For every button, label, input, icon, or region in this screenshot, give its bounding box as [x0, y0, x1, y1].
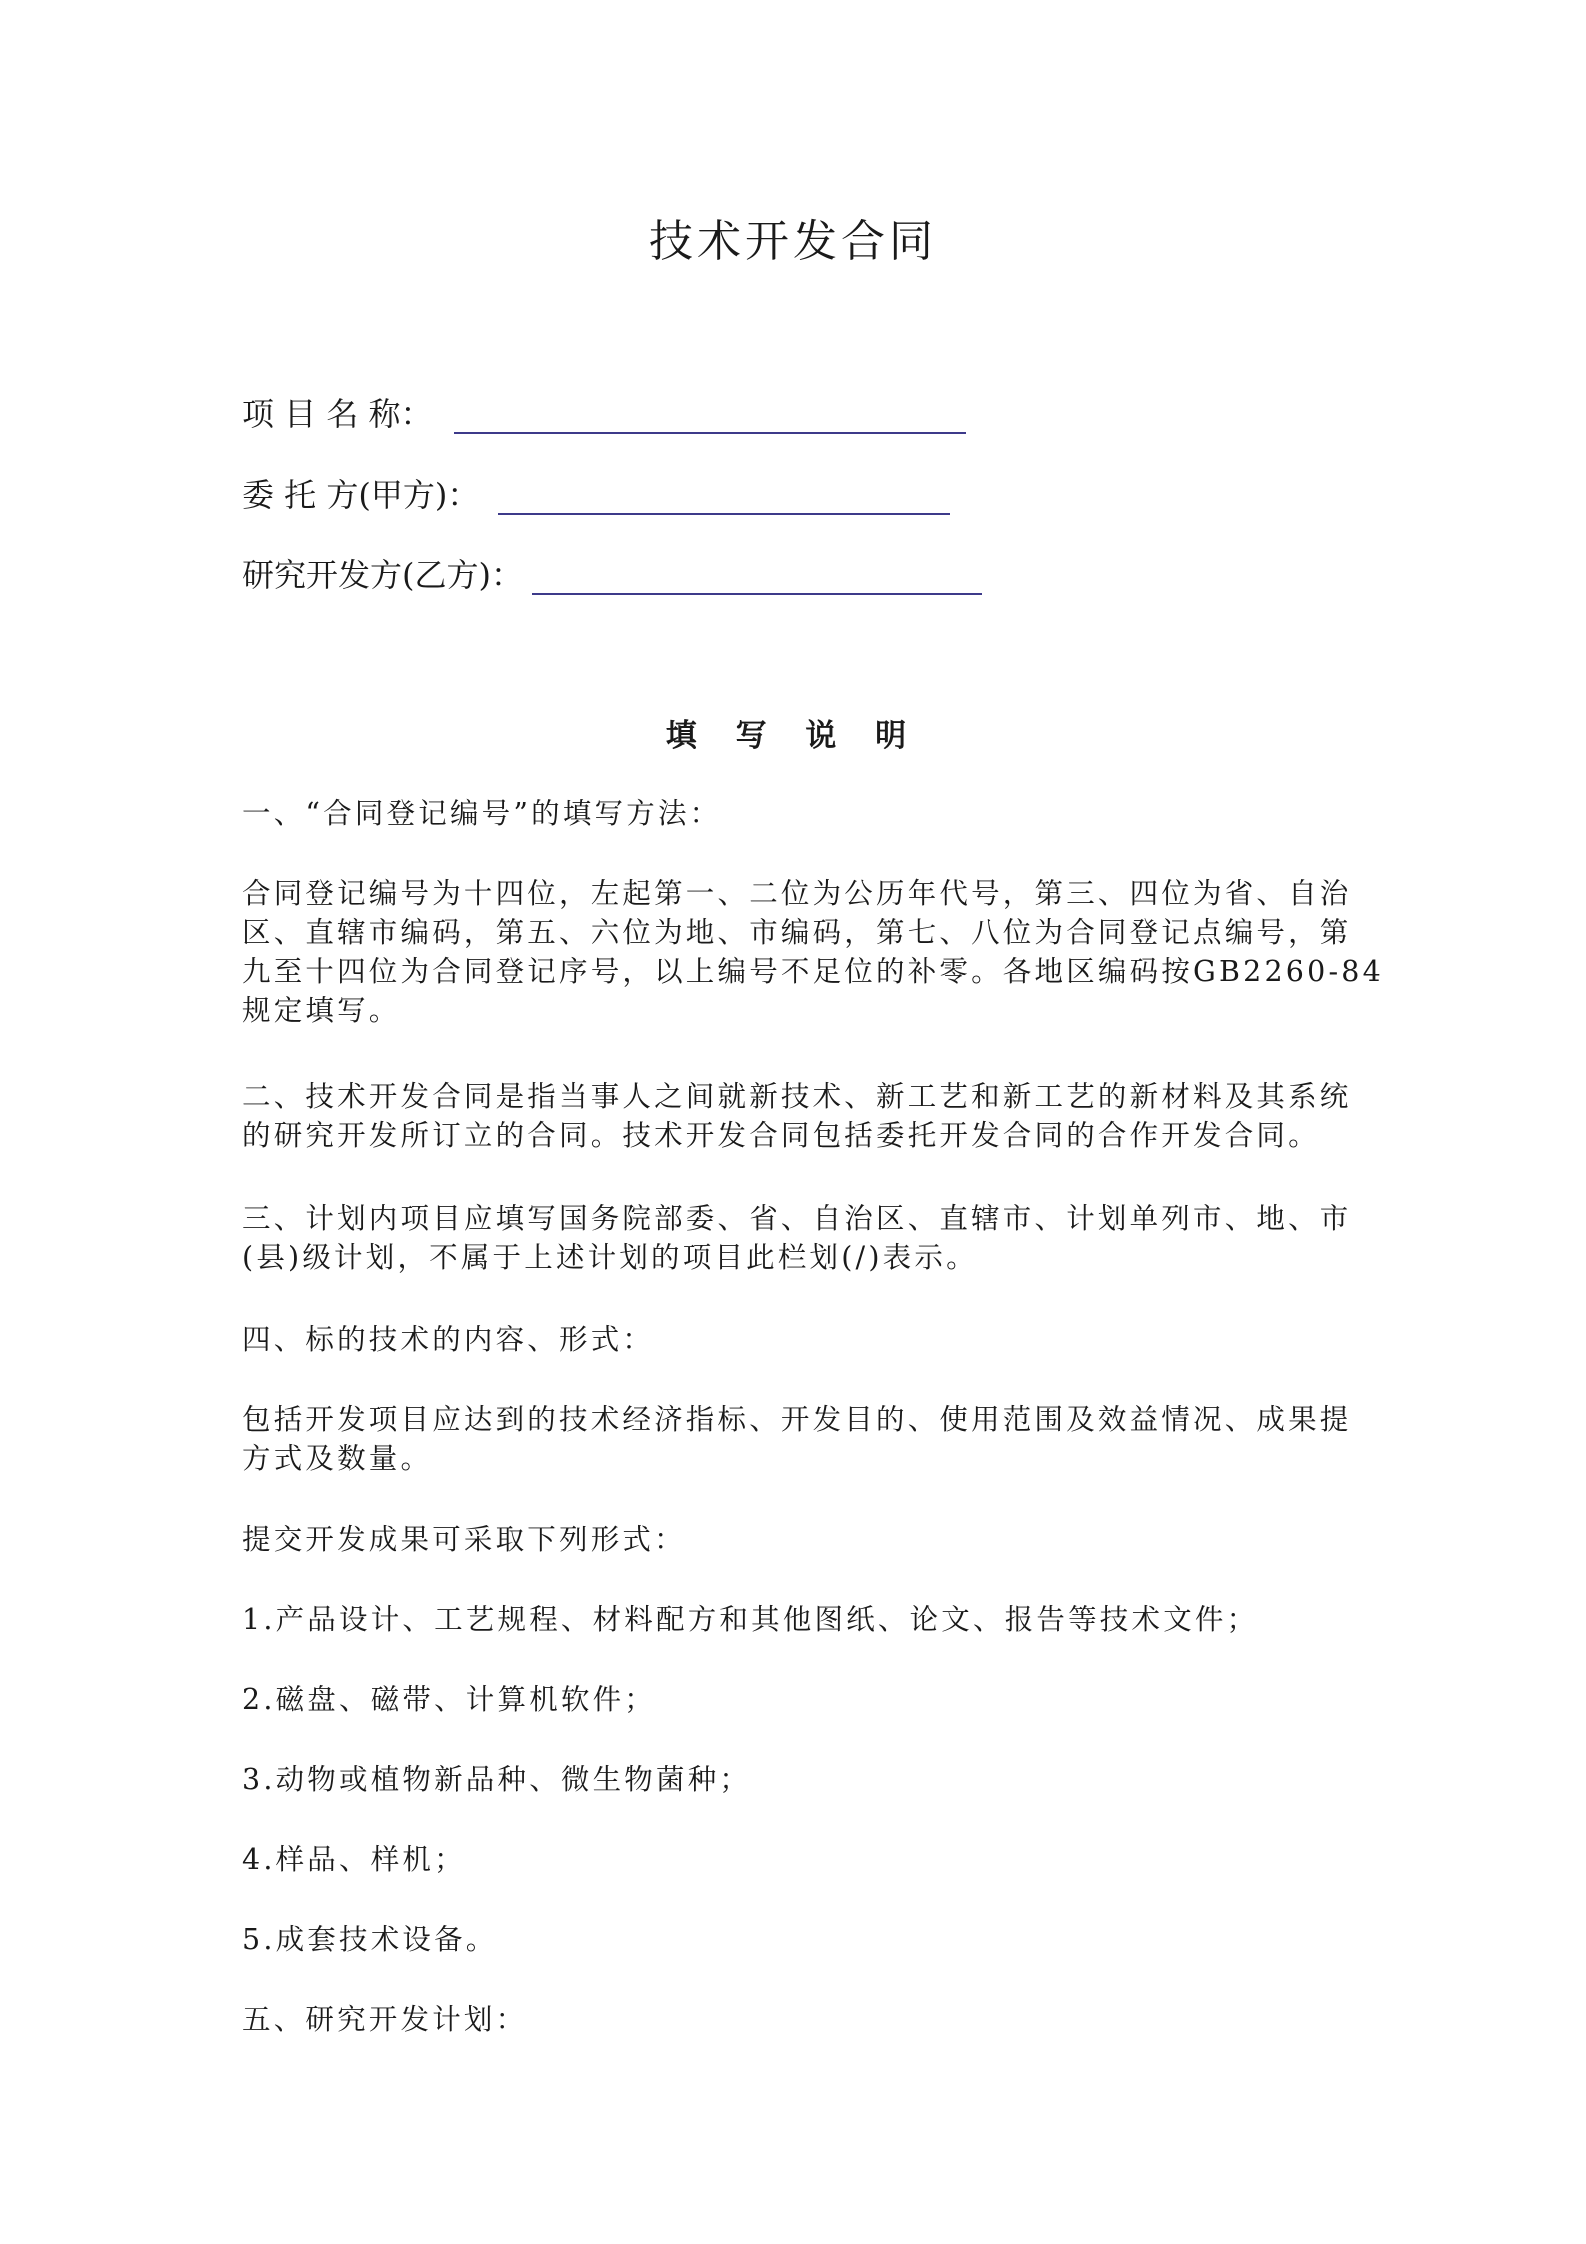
paragraph-line: 四、标的技术的内容、形式： — [242, 1323, 655, 1356]
developer-party-blank-line[interactable] — [532, 593, 982, 595]
paragraph-line: 的研究开发所订立的合同。技术开发合同包括委托开发合同的合作开发合同。 — [242, 1119, 1320, 1152]
paragraph-5 — [242, 1320, 1354, 1359]
paragraph-3 — [242, 1077, 1354, 1155]
paragraph-12 — [242, 1920, 1354, 1959]
paragraph-line: 4.样品、样机； — [242, 1843, 466, 1876]
developer-party-field — [242, 555, 523, 595]
paragraph-13 — [242, 2000, 1354, 2039]
project-name-label: 项 目 名 称： — [242, 395, 433, 433]
paragraph-line: 1.产品设计、工艺规程、材料配方和其他图纸、论文、报告等技术文件； — [242, 1603, 1259, 1636]
client-party-field — [242, 475, 479, 515]
paragraph-line: 包括开发项目应达到的技术经济指标、开发目的、使用范围及效益情况、成果提 — [242, 1403, 1352, 1436]
paragraph-line: 一、“合同登记编号”的填写方法： — [242, 797, 722, 830]
paragraph-line: 二、技术开发合同是指当事人之间就新技术、新工艺和新工艺的新材料及其系统 — [242, 1080, 1352, 1113]
instructions-heading: 填 写 说 明 — [665, 718, 921, 754]
paragraph-line: 2.磁盘、磁带、计算机软件； — [242, 1683, 656, 1716]
paragraph-11 — [242, 1840, 1354, 1879]
paragraph-line: 方式及数量。 — [242, 1442, 433, 1475]
paragraph-line: (县)级计划，不属于上述计划的项目此栏划(/)表示。 — [242, 1241, 978, 1274]
paragraph-line: 区、直辖市编码，第五、六位为地、市编码，第七、八位为合同登记点编号，第 — [242, 916, 1352, 949]
paragraph-line: 提交开发成果可采取下列形式： — [242, 1523, 686, 1556]
paragraph-line: 规定填写。 — [242, 994, 401, 1027]
paragraph-9 — [242, 1680, 1354, 1719]
paragraph-line: 五、研究开发计划： — [242, 2003, 528, 2036]
project-name-field — [242, 394, 433, 434]
paragraph-line: 九至十四位为合同登记序号，以上编号不足位的补零。各地区编码按GB2260-84 — [242, 955, 1384, 988]
client-party-label: 委 托 方(甲方)： — [242, 476, 480, 514]
paragraph-1 — [242, 794, 1354, 833]
client-party-blank-line[interactable] — [498, 513, 950, 515]
developer-party-label: 研究开发方(乙方)： — [242, 556, 523, 594]
paragraph-10 — [242, 1760, 1354, 1799]
paragraph-8 — [242, 1600, 1354, 1639]
paragraph-7 — [242, 1520, 1354, 1559]
paragraph-line: 5.成套技术设备。 — [242, 1923, 498, 1956]
document-title: 技术开发合同 — [649, 216, 937, 267]
paragraph-line: 3.动物或植物新品种、微生物菌种； — [242, 1763, 752, 1796]
paragraph-4 — [242, 1199, 1354, 1277]
paragraph-line: 合同登记编号为十四位，左起第一、二位为公历年代号，第三、四位为省、自治 — [242, 877, 1352, 910]
paragraph-2 — [242, 874, 1384, 1030]
project-name-blank-line[interactable] — [454, 432, 966, 434]
paragraph-line: 三、计划内项目应填写国务院部委、省、自治区、直辖市、计划单列市、地、市 — [242, 1202, 1352, 1235]
paragraph-6 — [242, 1400, 1354, 1478]
